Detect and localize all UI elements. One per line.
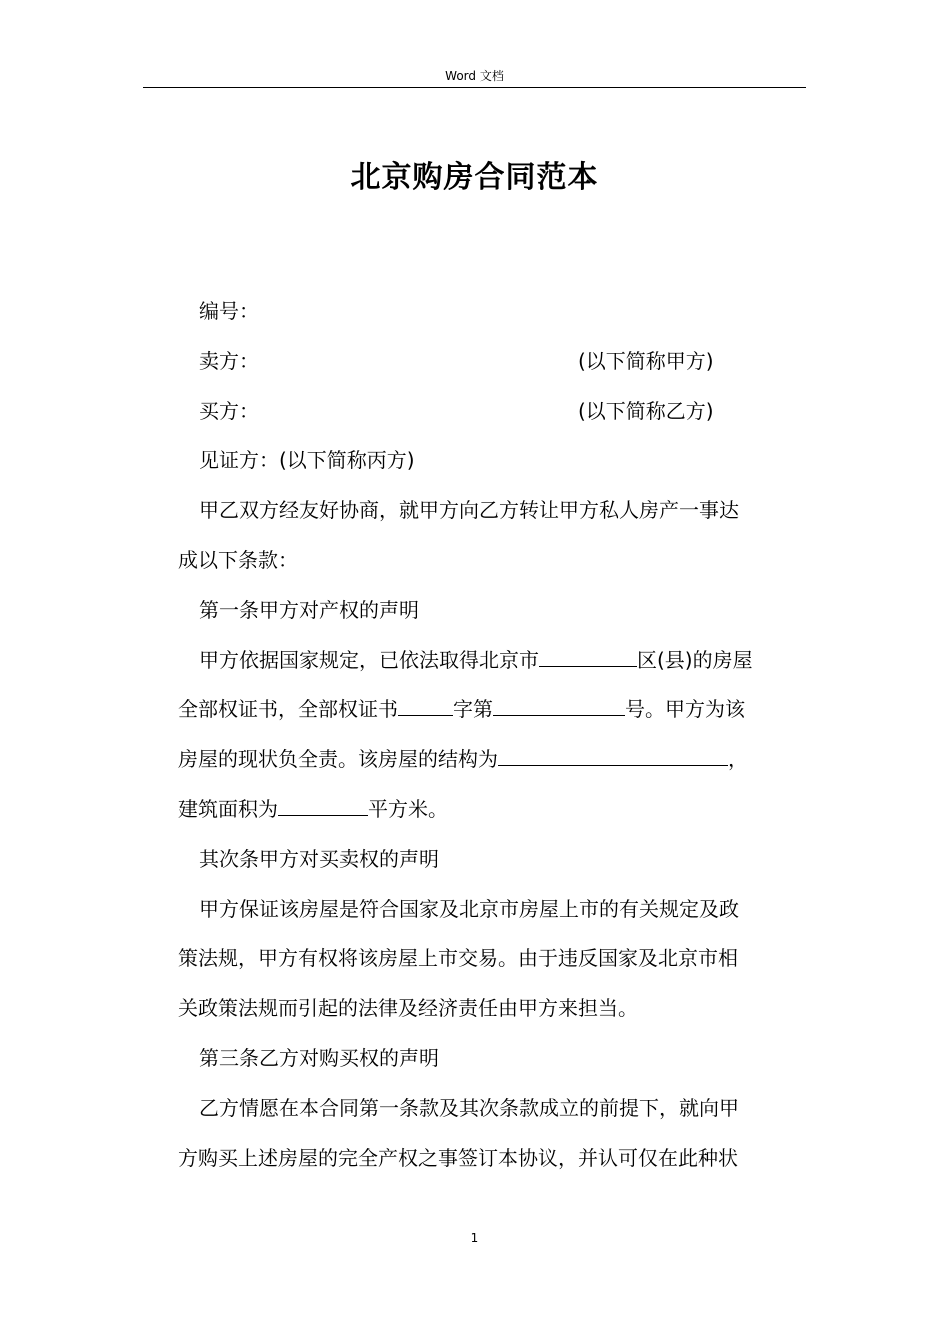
document-body (178, 287, 808, 1183)
article-2-line-2: 策法规，甲方有权将该房屋上市交易。由于违反国家及北京市相 (178, 946, 738, 971)
article-3-line-1: 乙方情愿在本合同第一条款及其次条款成立的前提下，就向甲 (199, 1095, 739, 1120)
article-1-text: 区(县)的房屋 (637, 647, 753, 672)
article-1-text: 平方米。 (368, 796, 448, 821)
page-number: 1 (470, 1231, 479, 1245)
contract-number-line (178, 287, 808, 337)
seller-line (178, 337, 808, 387)
area-blank (278, 796, 368, 816)
article-1-heading: 第一条甲方对产权的声明 (199, 597, 419, 622)
buyer-alias: (以下简称乙方) (578, 398, 714, 423)
article-2-heading: 其次条甲方对买卖权的声明 (199, 846, 439, 871)
article-1-text: ， (728, 747, 748, 772)
seller-alias: (以下简称甲方) (578, 348, 714, 373)
document-title: 北京购房合同范本 (350, 160, 599, 195)
buyer-line (178, 387, 808, 437)
page-header: Word 文档 (445, 69, 504, 83)
article-1-text: 建筑面积为 (178, 796, 278, 821)
article-1-line-4 (178, 785, 808, 835)
structure-blank (498, 746, 728, 766)
article-3-line-2: 方购买上述房屋的完全产权之事签订本协议，并认可仅在此种状 (178, 1145, 738, 1170)
article-1-line-2 (178, 685, 808, 735)
seller-label: 卖方： (199, 348, 259, 373)
certificate-number-blank (493, 696, 625, 716)
header-divider (143, 87, 806, 88)
buyer-label: 买方： (199, 398, 259, 423)
article-1-line-1 (178, 636, 808, 686)
article-1-text: 房屋的现状负全责。该房屋的结构为 (178, 747, 498, 772)
intro-paragraph-line-2: 成以下条款： (178, 547, 298, 572)
district-blank (539, 647, 637, 667)
certificate-prefix-blank (398, 696, 453, 716)
article-1-line-3 (178, 735, 808, 785)
witness-line: 见证方：(以下简称丙方) (199, 448, 415, 473)
article-3-heading: 第三条乙方对购买权的声明 (199, 1045, 439, 1070)
article-1-text: 全部权证书，全部权证书 (178, 697, 398, 722)
intro-paragraph-line-1: 甲乙双方经友好协商，就甲方向乙方转让甲方私人房产一事达 (199, 498, 739, 523)
article-2-line-3: 关政策法规而引起的法律及经济责任由甲方来担当。 (178, 996, 638, 1021)
contract-number-label: 编号： (199, 299, 259, 323)
article-1-text: 号。甲方为该 (625, 697, 745, 722)
article-1-text: 甲方依据国家规定，已依法取得北京市 (199, 647, 539, 672)
article-1-text: 字第 (453, 697, 493, 722)
article-2-line-1: 甲方保证该房屋是符合国家及北京市房屋上市的有关规定及政 (199, 896, 739, 921)
